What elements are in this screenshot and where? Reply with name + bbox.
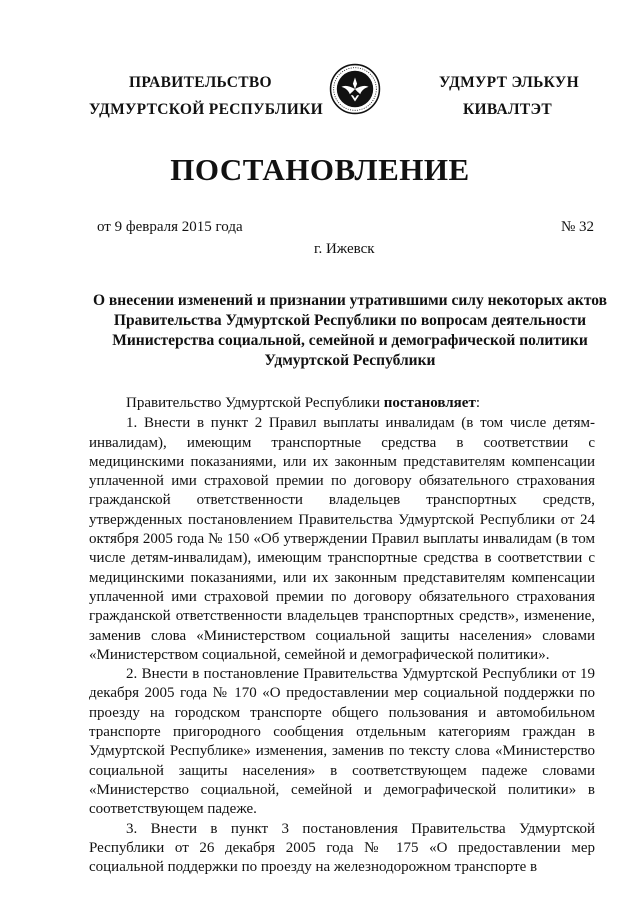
document-type-title: ПОСТАНОВЛЕНИЕ (170, 152, 470, 187)
government-name-ru-line1: ПРАВИТЕЛЬСТВО (129, 74, 272, 91)
subject-line: О внесении изменений и признании утратившими силу некоторых актов (93, 292, 607, 309)
lead-bold: постановляет (383, 395, 476, 411)
document-body (89, 394, 595, 877)
document-date: от 9 февраля 2015 года (97, 219, 243, 235)
document-city: г. Ижевск (314, 241, 375, 257)
resolution-lead (89, 394, 595, 413)
document-subject (90, 291, 610, 371)
clause-1: 1. Внести в пункт 2 Правил выплаты инвалидам (в том числе детям-инвалидам), имеющим транспортные средства в соответствии с медицинскими показаниями, или их законным представителям компенсации уплаченной ими страховой премии по договору обязательного страхования гражданской ответственности владельцев транспортных средств, утвержденных постановлением Правительства Удмуртской Республики от 24 октября 2005 года № 150 «Об утверждении Правил выплаты инвалидам (в том числе детям-инвалидам), имеющим транспортные средства в соответствии с медицинскими показаниями, или их законным представителям компенсации уплаченной ими страховой премии по договору обязательного страхования гражданской ответственности владельцев транспортных средств», изменение, заменив слова «Министерством социальной защиты населения» словами «Министерством социальной, семейной и демографической политики». (89, 415, 595, 663)
clause-3: 3. Внести в пункт 3 постановления Правительства Удмуртской Республики от 26 декабря 2005 года № 175 «О предоставлении мер социальной поддержки по проезду на железнодорожном транспорте в (89, 820, 595, 876)
government-name-udm-line2: КИВАЛТЭТ (463, 101, 552, 118)
udmurt-emblem-icon (329, 63, 381, 115)
subject-line: Удмуртской Республики (264, 352, 436, 369)
subject-line: Правительства Удмуртской Республики по вопросам деятельности (113, 312, 587, 329)
lead-colon: : (475, 395, 480, 411)
government-name-ru-line2: УДМУРТСКОЙ РЕСПУБЛИКИ (89, 101, 324, 118)
subject-line: Министерства социальной, семейной и демографической политики (112, 332, 588, 349)
lead-text: Правительство Удмуртской Республики (126, 395, 384, 411)
clause-2: 2. Внести в постановление Правительства Удмуртской Республики от 19 декабря 2005 года № 170 «О предоставлении мер социальной поддержки по проезду на городском транспорте общего пользования и автомобильном транспорте пригородного сообщения отдельным категориям граждан в Удмуртской Республике» изменения, заменив по тексту слова «Министерство социальной защиты населения» в соответствующем падеже словами «Министерство социальной, семейной и демографической политики» в соответствующем падеже. (89, 666, 595, 818)
document-number: № 32 (560, 219, 594, 235)
government-name-udm-line1: УДМУРТ ЭЛЬКУН (439, 74, 579, 91)
